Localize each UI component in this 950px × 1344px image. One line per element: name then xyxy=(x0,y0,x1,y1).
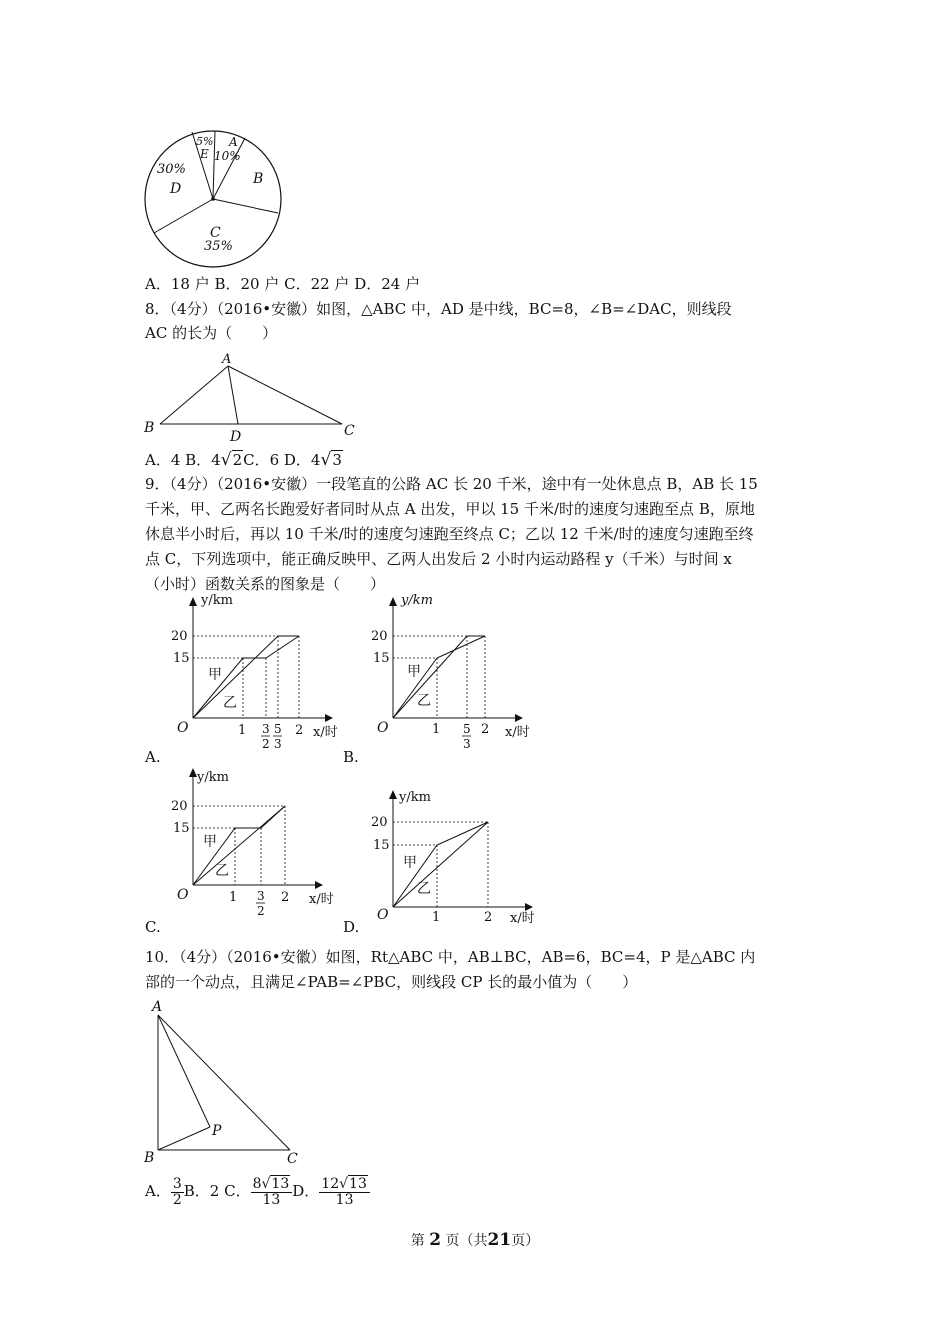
q8-label-d: D xyxy=(230,429,242,445)
y-axis-label: y/km xyxy=(401,593,433,608)
tick-y-20: 20 xyxy=(371,629,388,644)
q8-options xyxy=(145,450,343,470)
q9-option-b-label[interactable]: B. xyxy=(343,748,359,766)
q8-line-2: AC 的长为（ ） xyxy=(145,324,278,342)
series-label-yi: 乙 xyxy=(417,881,431,897)
pie-label-e: E xyxy=(200,147,209,161)
sqrt-symbol: √ xyxy=(339,1175,349,1192)
q10-label-a: A xyxy=(152,999,163,1015)
q10-option-b-text: B．2 C． xyxy=(183,1182,251,1200)
pie-chart xyxy=(140,125,290,275)
q9-graph-a xyxy=(165,592,345,762)
q10-option-a-label: A． xyxy=(145,1182,171,1200)
series-label-yi: 乙 xyxy=(417,693,431,709)
footer-total-pages: 21 xyxy=(487,1230,512,1250)
series-label-jia: 甲 xyxy=(203,834,217,850)
q10-label-b: B xyxy=(144,1150,155,1166)
fraction-numerator: 3 xyxy=(172,1175,182,1192)
q10-triangle-figure xyxy=(140,995,310,1170)
q8-option-a-text: A．4 B．4 xyxy=(145,451,221,469)
q9-line-3: 休息半小时后，再以 10 千米/时的速度匀速跑至终点 C；乙以 12 千米/时的速度匀速跑至终 xyxy=(145,525,754,543)
tick-x-1: 1 xyxy=(229,890,238,905)
tick-y-15: 15 xyxy=(373,651,390,666)
fraction-denominator: 2 xyxy=(172,1191,182,1208)
tick-y-20: 20 xyxy=(171,799,188,814)
tick-y-20: 20 xyxy=(371,815,388,830)
sqrt-symbol: √ xyxy=(261,1175,271,1192)
numerator-coefficient: 8 xyxy=(252,1175,262,1192)
q10-option-c-fraction xyxy=(251,1177,293,1208)
q9-option-d-label[interactable]: D. xyxy=(343,918,360,936)
origin-label: O xyxy=(377,720,389,736)
tick-x-1: 1 xyxy=(238,723,247,738)
tick-frac-num: 3 xyxy=(257,889,265,903)
q8-line-1: 8．（4分）（2016•安徽）如图，△ABC 中，AD 是中线，BC=8，∠B=∠DAC，则线段 xyxy=(145,300,732,318)
q9-option-c-label[interactable]: C. xyxy=(145,918,161,936)
origin-label: O xyxy=(177,887,189,903)
q8-option-c-text: C．6 D．4 xyxy=(243,451,321,469)
pie-label-d: D xyxy=(170,181,182,197)
q8-label-a: A xyxy=(222,352,232,367)
origin-label: O xyxy=(377,907,389,923)
tick-y-20: 20 xyxy=(171,629,188,644)
tick-x-1: 1 xyxy=(432,910,441,925)
x-axis-label: x/时 xyxy=(510,911,535,926)
tick-frac-num: 5 xyxy=(463,722,471,736)
footer-prefix: 第 xyxy=(410,1233,425,1249)
q8-label-c: C xyxy=(344,423,355,439)
tick-x-2: 2 xyxy=(484,910,493,925)
y-axis-label: y/km xyxy=(197,770,229,785)
tick-x-1: 1 xyxy=(432,722,441,737)
pie-label-b: B xyxy=(253,171,264,187)
pie-label-e-pct: 5% xyxy=(196,135,214,148)
q9-line-4: 点 C，下列选项中，能正确反映甲、乙两人出发后 2 小时内运动路程 y（千米）与时间 x xyxy=(145,550,732,568)
page-footer xyxy=(0,1230,950,1250)
q10-label-c: C xyxy=(287,1151,298,1167)
q9-line-1: 9．（4分）（2016•安徽）一段笔直的公路 AC 长 20 千米，途中有一处休息点 B，AB 长 15 xyxy=(145,475,758,493)
y-axis-label: y/km xyxy=(201,593,233,608)
pie-label-c-pct: 35% xyxy=(204,239,233,254)
q9-line-2: 千米，甲、乙两名长跑爱好者同时从点 A 出发，甲以 15 千米/时的速度匀速跑至点 B，原地 xyxy=(145,500,755,518)
q8-triangle-figure xyxy=(140,350,370,445)
numerator-coefficient: 12 xyxy=(321,1175,340,1192)
tick-frac-den: 3 xyxy=(463,737,471,751)
series-label-jia: 甲 xyxy=(208,667,222,683)
tick-frac-num: 3 xyxy=(262,722,270,736)
q9-line-5: （小时）函数关系的图象是（ ） xyxy=(145,575,386,593)
q9-graph-b xyxy=(355,592,545,762)
radicand: 13 xyxy=(271,1175,290,1192)
tick-frac-num: 5 xyxy=(274,722,282,736)
q8-option-b-radicand: 2 xyxy=(232,451,243,469)
footer-suffix: 页） xyxy=(511,1233,540,1249)
pie-label-c: C xyxy=(210,225,221,241)
sqrt-symbol: √ xyxy=(320,450,332,470)
q10-option-a-fraction xyxy=(171,1177,184,1208)
series-label-jia: 甲 xyxy=(403,855,417,871)
fraction-numerator xyxy=(319,1177,370,1193)
fraction-denominator: 13 xyxy=(262,1191,281,1208)
series-label-yi: 乙 xyxy=(223,695,237,711)
q9-option-a-label[interactable]: A. xyxy=(145,748,161,766)
x-axis-label: x/时 xyxy=(309,892,334,907)
series-label-yi: 乙 xyxy=(215,863,229,879)
series-label-jia: 甲 xyxy=(407,664,421,680)
q10-option-d-label: D． xyxy=(292,1182,320,1200)
fraction-numerator xyxy=(251,1177,293,1193)
q10-line-1: 10．（4分）（2016•安徽）如图，Rt△ABC 中，AB⊥BC，AB=6，BC=4，P 是△ABC 内 xyxy=(145,948,756,966)
x-axis-label: x/时 xyxy=(505,725,530,740)
q10-line-2: 部的一个动点，且满足∠PAB=∠PBC，则线段 CP 长的最小值为（ ） xyxy=(145,973,638,991)
pie-label-d-pct: 30% xyxy=(157,162,186,177)
q10-label-p: P xyxy=(212,1123,222,1139)
x-axis-label: x/时 xyxy=(313,725,338,740)
tick-frac-den: 3 xyxy=(274,737,282,751)
q7-options: A．18 户 B．20 户 C．22 户 D．24 户 xyxy=(145,275,421,293)
q10-options xyxy=(145,1174,370,1208)
tick-y-15: 15 xyxy=(173,821,190,836)
footer-page-number: 2 xyxy=(429,1230,442,1250)
origin-label: O xyxy=(177,720,189,736)
footer-middle: 页（共 xyxy=(445,1233,488,1249)
q9-graph-d xyxy=(355,785,555,930)
tick-y-15: 15 xyxy=(373,838,390,853)
tick-y-15: 15 xyxy=(173,651,190,666)
tick-x-2: 2 xyxy=(481,722,490,737)
tick-x-2: 2 xyxy=(295,723,304,738)
tick-x-2: 2 xyxy=(281,890,290,905)
q8-option-d-radicand: 3 xyxy=(332,451,342,469)
y-axis-label: y/km xyxy=(399,790,431,805)
q10-option-d-fraction xyxy=(319,1177,370,1208)
fraction-denominator: 13 xyxy=(335,1191,354,1208)
tick-frac-den: 2 xyxy=(262,737,270,751)
pie-label-a: A xyxy=(229,135,238,149)
sqrt-symbol: √ xyxy=(220,450,232,470)
tick-frac-den: 2 xyxy=(257,904,265,918)
pie-label-a-pct: 10% xyxy=(214,149,241,163)
q9-graph-c xyxy=(165,765,345,935)
radicand: 13 xyxy=(349,1175,367,1192)
q8-label-b: B xyxy=(144,420,155,436)
